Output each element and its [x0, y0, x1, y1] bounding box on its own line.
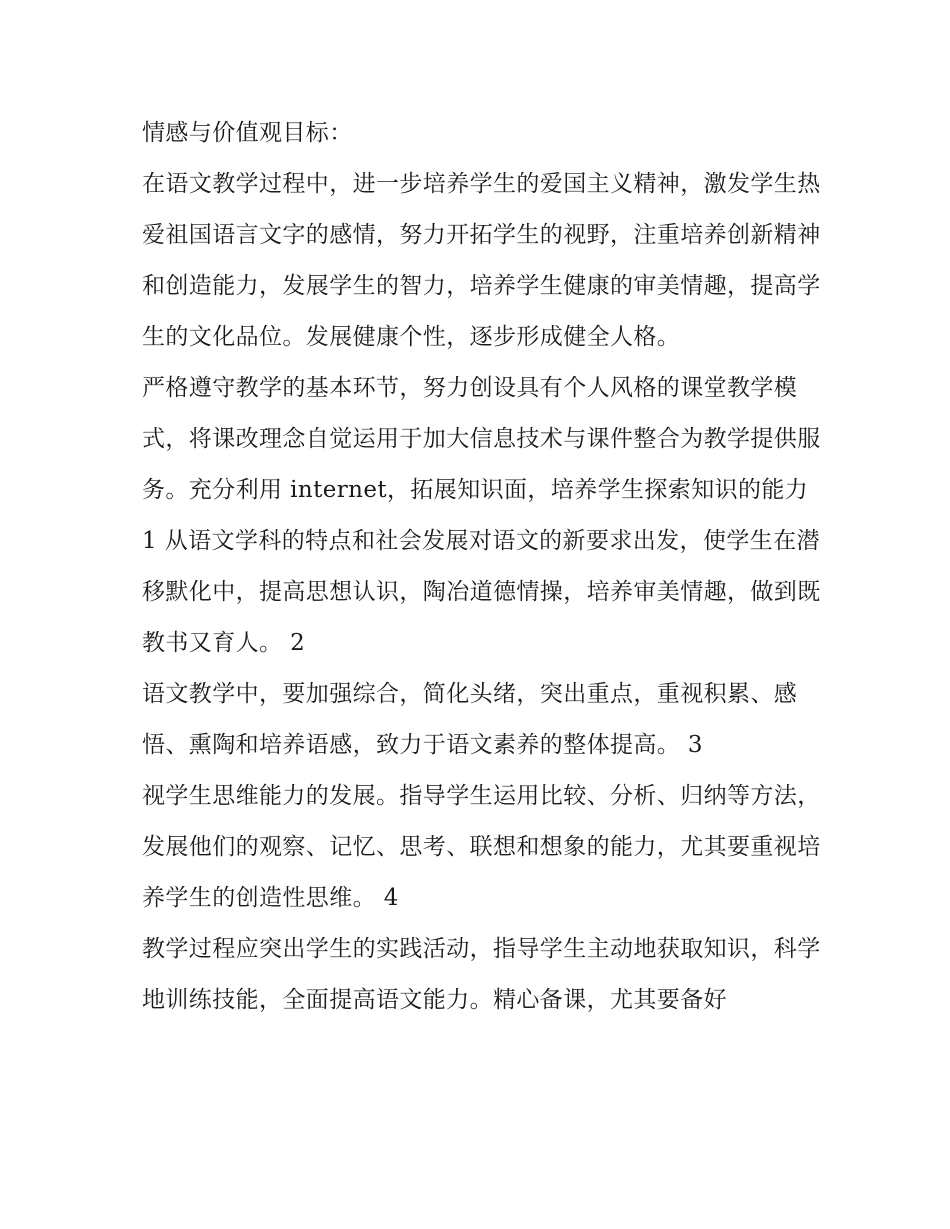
- paragraph-item-3: 视学生思维能力的发展。指导学生运用比较、分析、归纳等方法，发展他们的观察、记忆、思考、联想和想象的能力，尤其要重视培养学生的创造性思维。 4: [142, 783, 821, 911]
- paragraph-heading: 情感与价值观目标：: [142, 120, 353, 146]
- paragraph-emotion-goals: 在语文教学过程中，进一步培养学生的爱国主义精神，激发学生热爱祖国语言文字的感情，努力开拓学生的视野，注重培养创新精神和创造能力，发展学生的智力，培养学生健康的审美情趣，提高学生的文化品位。发展健康个性，逐步形成健全人格。: [142, 171, 821, 350]
- paragraph-teaching-mode: 严格遵守教学的基本环节，努力创设具有个人风格的课堂教学模式，将课改理念自觉运用于加大信息技术与课件整合为教学提供服务。充分利用 internet，拓展知识面，培养学生探索知识的能力: [142, 375, 821, 503]
- paragraph-item-1: 1 从语文学科的特点和社会发展对语文的新要求出发，使学生在潜移默化中，提高思想认识，陶冶道德情操，培养审美情趣，做到既教书又育人。 2: [142, 528, 821, 656]
- paragraph-item-2: 语文教学中，要加强综合，简化头绪，突出重点，重视积累、感悟、熏陶和培养语感，致力于语文素养的整体提高。 3: [142, 681, 798, 758]
- paragraph-item-4: 教学过程应突出学生的实践活动，指导学生主动地获取知识，科学地训练技能，全面提高语文能力。精心备课，尤其要备好: [142, 936, 821, 1013]
- document-body: [142, 108, 822, 1026]
